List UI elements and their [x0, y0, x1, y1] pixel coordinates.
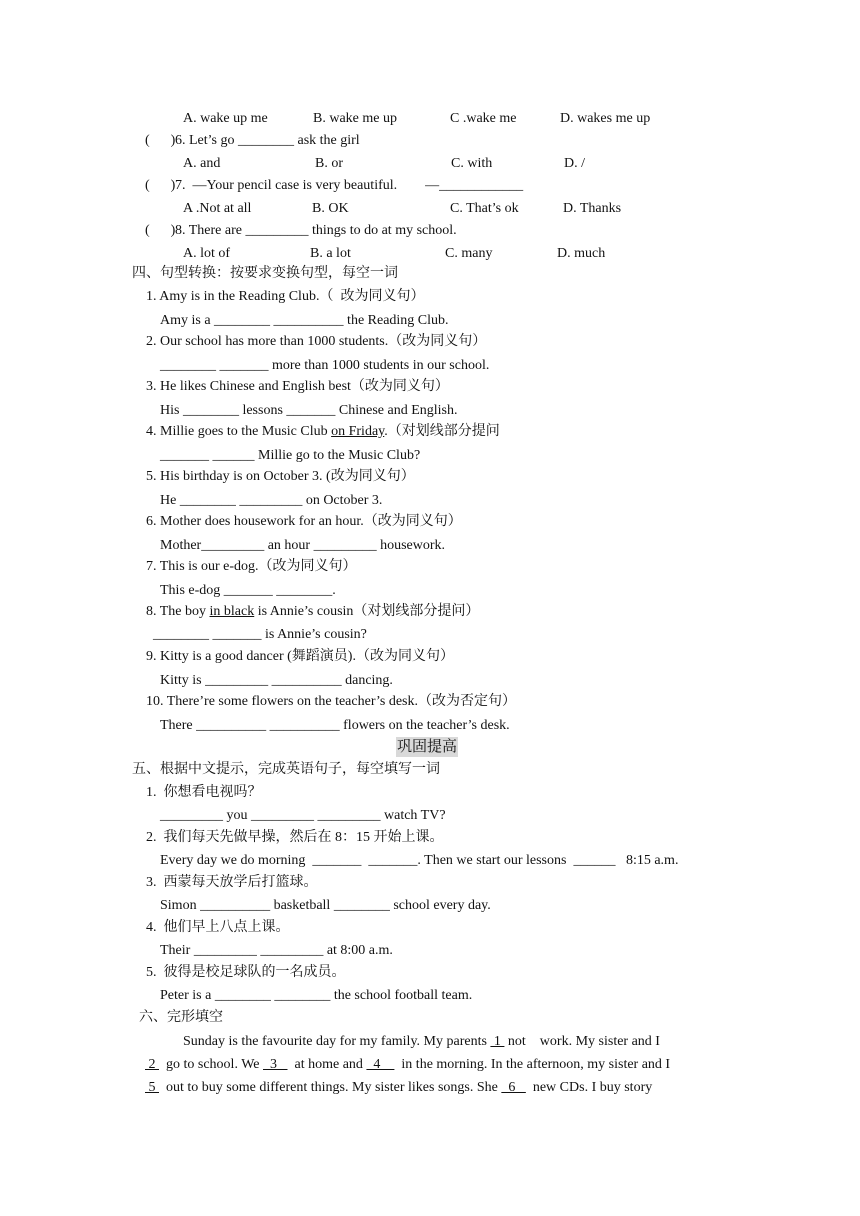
answer-line: ________ _______ more than 1000 students in our school.	[160, 358, 490, 373]
option-c: C. That’s ok	[450, 201, 519, 216]
option-d: D. wakes me up	[560, 111, 651, 126]
consolidate-title: 巩固提高	[397, 739, 458, 755]
option-c: C. with	[451, 156, 493, 171]
option-a: A .Not at all	[183, 201, 252, 216]
question-text: 6. Mother does housework for an hour.（改为同义句）	[146, 514, 462, 529]
underlined-phrase: on Friday	[331, 424, 385, 439]
answer-line: Amy is a ________ __________ the Reading Club.	[160, 313, 449, 328]
option-b: B. OK	[312, 201, 349, 216]
answer-line: His ________ lessons _______ Chinese and English.	[160, 403, 458, 418]
blank-5: 5	[145, 1080, 159, 1095]
question-text: 2. Our school has more than 1000 students.（改为同义句）	[146, 334, 487, 349]
blank-2: 2	[145, 1057, 159, 1072]
question-stem: 8. There are _________ things to do at my school.	[175, 223, 457, 238]
answer-line: _________ you _________ _________ watch TV?	[160, 808, 446, 823]
answer-line: Peter is a ________ ________ the school football team.	[160, 988, 473, 1003]
option-d: D. /	[564, 156, 585, 171]
cloze-line-2: 2 go to school. We 3 at home and 4 in the morning. In the afternoon, my sister and I	[145, 1057, 671, 1072]
option-c: C. many	[445, 246, 493, 261]
section-heading: 四、句型转换：按要求变换句型，每空一词	[132, 266, 398, 281]
option-b: B. a lot	[310, 246, 351, 261]
question-text: 2. 我们每天先做早操，然后在 8：15 开始上课。	[146, 830, 444, 845]
section-heading: 六、完形填空	[139, 1010, 223, 1025]
answer-paren: ( )	[145, 178, 176, 193]
answer-line: Kitty is _________ __________ dancing.	[160, 673, 393, 688]
question-text: 9. Kitty is a good dancer (舞蹈演员).（改为同义句）	[146, 649, 454, 664]
answer-line: Every day we do morning _______ _______. Then we start our lessons ______ 8:15 a.m.	[160, 853, 679, 868]
question-text: 3. He likes Chinese and English best（改为同义句）	[146, 379, 449, 394]
option-a: A. wake up me	[183, 111, 268, 126]
answer-line: Mother_________ an hour _________ housework.	[160, 538, 446, 553]
question-text: 4. Millie goes to the Music Club on Friday.（对划线部分提问	[146, 424, 500, 439]
answer-line: _______ ______ Millie go to the Music Club?	[160, 448, 421, 463]
option-c: C .wake me	[450, 111, 517, 126]
blank-1: 1	[490, 1034, 505, 1049]
answer-line: Their _________ _________ at 8:00 a.m.	[160, 943, 393, 958]
underlined-phrase: in black	[209, 604, 255, 619]
answer-line: ________ _______ is Annie’s cousin?	[153, 627, 367, 642]
question-text: 7. This is our e-dog.（改为同义句）	[146, 559, 357, 574]
answer-line: There __________ __________ flowers on the teacher’s desk.	[160, 718, 510, 733]
question-text: 4. 他们早上八点上课。	[146, 920, 290, 935]
cloze-line-3: 5 out to buy some different things. My sister likes songs. She 6 new CDs. I buy story	[145, 1080, 653, 1095]
question-text: 1. 你想看电视吗？	[146, 785, 262, 800]
blank-4: 4	[366, 1057, 395, 1072]
option-a: A. and	[183, 156, 221, 171]
option-a: A. lot of	[183, 246, 231, 261]
answer-line: Simon __________ basketball ________ school every day.	[160, 898, 491, 913]
section-heading: 五、根据中文提示，完成英语句子，每空填写一词	[132, 762, 440, 777]
answer-line: This e-dog _______ ________.	[160, 583, 336, 598]
answer-paren: ( )	[145, 133, 176, 148]
cloze-line-1: Sunday is the favourite day for my family. My parents 1 not work. My sister and I	[183, 1034, 660, 1049]
answer-line: He ________ _________ on October 3.	[160, 493, 383, 508]
question-text: 10. There’re some flowers on the teacher’s desk.（改为否定句）	[146, 694, 516, 709]
question-text: 8. The boy in black is Annie’s cousin（对划线部分提问）	[146, 604, 480, 619]
option-d: D. Thanks	[563, 201, 622, 216]
question-text: 3. 西蒙每天放学后打篮球。	[146, 875, 318, 890]
option-b: B. wake me up	[313, 111, 397, 126]
question-text: 5. His birthday is on October 3. (改为同义句）	[146, 469, 415, 484]
option-d: D. much	[557, 246, 606, 261]
answer-paren: ( )	[145, 223, 176, 238]
blank-6: 6	[501, 1080, 526, 1095]
question-text: 1. Amy is in the Reading Club.（ 改为同义句）	[146, 289, 425, 304]
question-stem: 7. —Your pencil case is very beautiful. —____________	[175, 178, 524, 193]
option-b: B. or	[315, 156, 343, 171]
question-stem: 6. Let’s go ________ ask the girl	[175, 133, 360, 148]
blank-3: 3	[263, 1057, 288, 1072]
question-text: 5. 彼得是校足球队的一名成员。	[146, 965, 346, 980]
